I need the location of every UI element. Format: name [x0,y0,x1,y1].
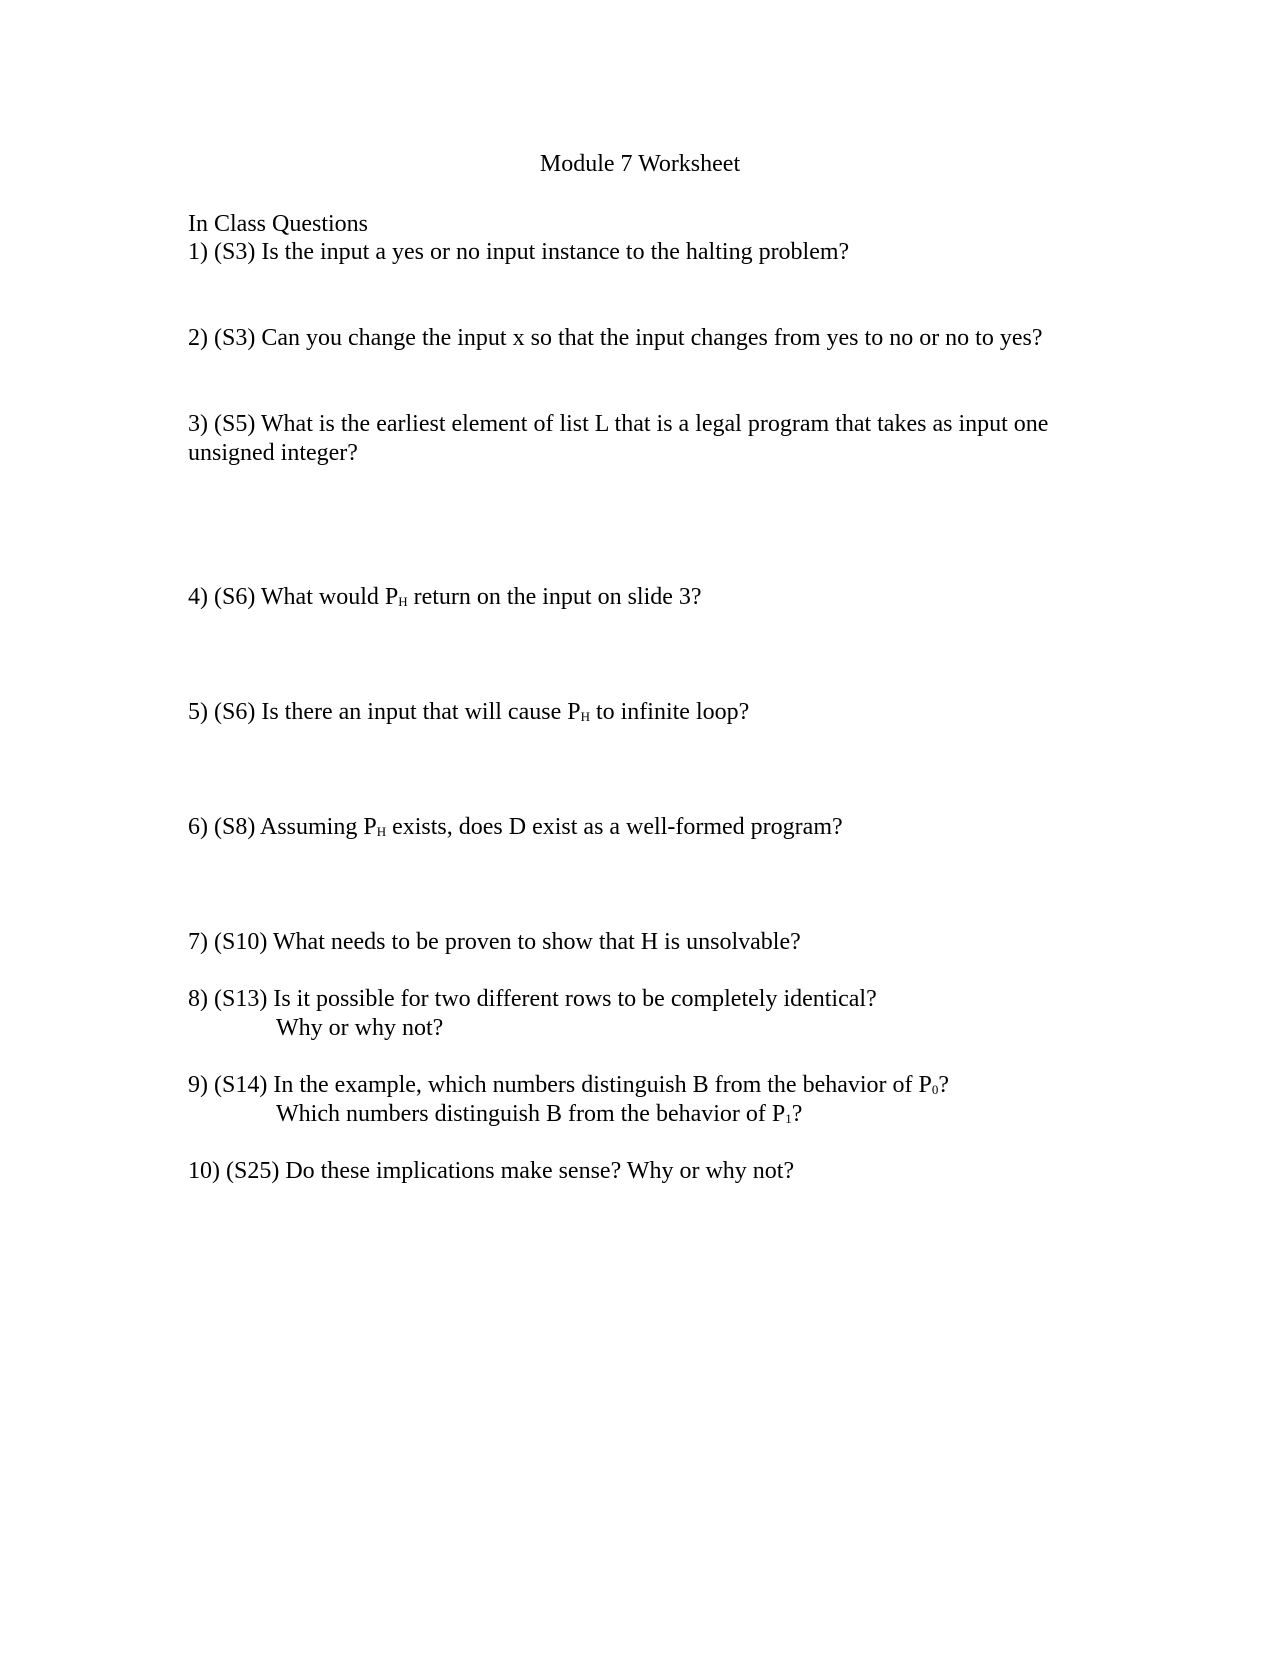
question-10: 10) (S25) Do these implications make sense? Why or why not? [188,1158,795,1184]
question-8-line-1: 8) (S13) Is it possible for two different rows to be completely identical? [188,986,877,1012]
question-5 [188,698,749,726]
page-title: Module 7 Worksheet [539,151,741,177]
question-6-prefix: 6) (S8) Assuming P [188,814,377,840]
question-9-subscript-2: 1 [785,1111,792,1126]
question-9-line-2 [276,1100,802,1128]
question-6-subscript: H [376,824,387,839]
question-9-subscript: 0 [931,1082,939,1097]
section-heading: In Class Questions [188,211,368,237]
question-3-line-2: unsigned integer? [188,440,358,466]
question-5-suffix: to infinite loop? [589,699,750,725]
question-9-suffix-2: ? [791,1101,803,1127]
question-5-subscript: H [580,709,590,724]
question-2: 2) (S3) Can you change the input x so that the input changes from yes to no or no to yes? [188,325,1043,351]
question-4-suffix: return on the input on slide 3? [407,584,702,610]
question-5-prefix: 5) (S6) Is there an input that will cause P [188,699,581,725]
question-8-line-2: Why or why not? [276,1015,444,1041]
question-4-subscript: H [398,594,408,609]
question-9-suffix: ? [938,1072,950,1098]
question-4-prefix: 4) (S6) What would P [188,584,399,610]
question-3-line-1: 3) (S5) What is the earliest element of list L that is a legal program that takes as input one [188,411,1049,437]
question-9-prefix: 9) (S14) In the example, which numbers distinguish B from the behavior of P [188,1072,932,1098]
question-1: 1) (S3) Is the input a yes or no input instance to the halting problem? [188,239,850,265]
question-6-suffix: exists, does D exist as a well-formed program? [386,814,843,840]
question-4 [188,583,702,611]
question-6 [188,813,843,841]
question-9-line-1 [188,1071,949,1099]
question-7: 7) (S10) What needs to be proven to show that H is unsolvable? [188,929,801,955]
question-9-prefix-2: Which numbers distinguish B from the behavior of P [276,1101,786,1127]
